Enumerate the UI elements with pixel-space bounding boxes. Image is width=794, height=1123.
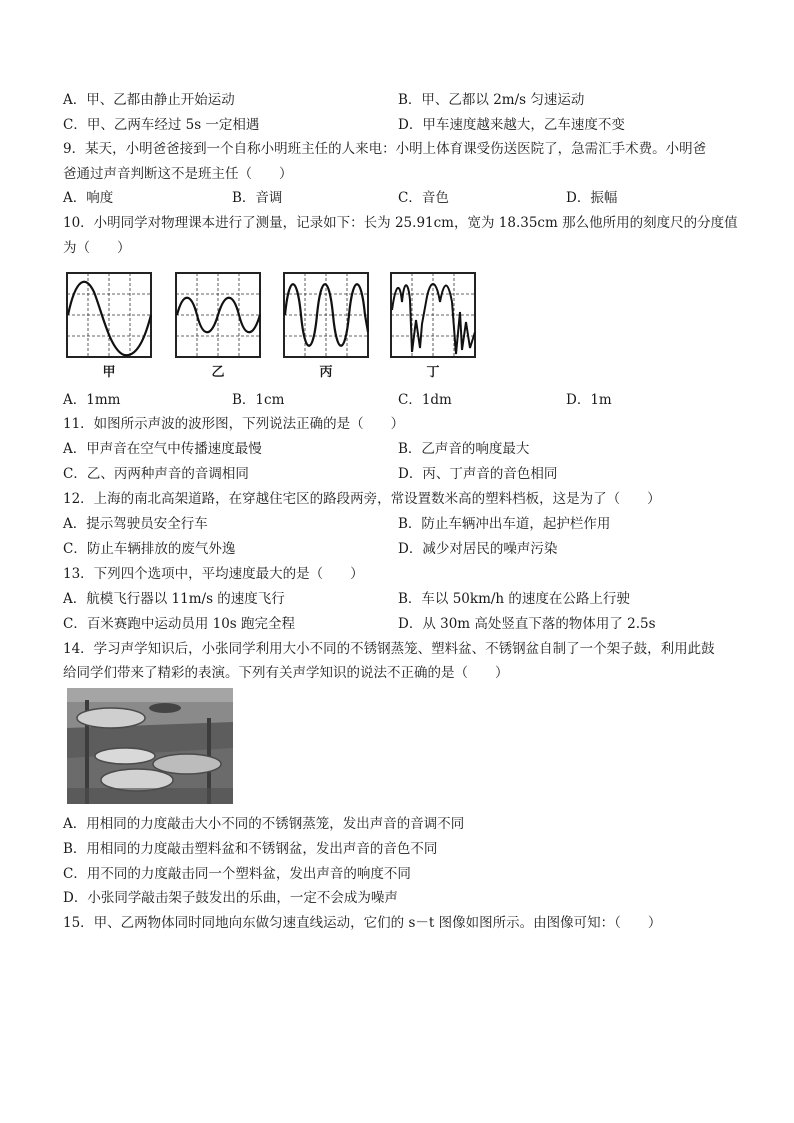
q9-option-a[interactable]: A．响度 [63, 190, 114, 206]
q9-option-d[interactable]: D．振幅 [566, 190, 618, 206]
q13-option-c[interactable]: C．百米赛跑中运动员用 10s 跑完全程 [63, 616, 296, 632]
q14-option-a[interactable]: A．用相同的力度敲击大小不同的不锈钢蒸笼，发出声音的音调不同 [63, 816, 465, 832]
q10-option-b[interactable]: B．1cm [232, 392, 285, 408]
q14-stem-line1: 14．学习声学知识后，小张同学利用大小不同的不锈钢蒸笼、塑料盆、不锈钢盆自制了一个架子鼓，利用此鼓 [63, 641, 715, 657]
q12-option-a[interactable]: A．提示驾驶员安全行车 [63, 516, 208, 532]
q11-option-a[interactable]: A．甲声音在空气中传播速度最慢 [63, 441, 262, 457]
q12-option-b[interactable]: B．防止车辆冲出车道，起护栏作用 [398, 516, 611, 532]
q13-option-b[interactable]: B．车以 50km/h 的速度在公路上行驶 [398, 591, 630, 607]
waveform-figure [66, 272, 476, 380]
waveform-label-ding: 丁 [426, 365, 440, 380]
waveform-yi [175, 272, 261, 358]
q9-option-b[interactable]: B．音调 [232, 190, 283, 206]
q13-stem: 13．下列四个选项中，平均速度最大的是（ ） [63, 566, 364, 582]
q10-option-a[interactable]: A．1mm [63, 392, 121, 408]
q12-option-d[interactable]: D．减少对居民的噪声污染 [398, 541, 558, 557]
q10-option-d[interactable]: D．1m [566, 392, 612, 408]
q12-stem: 12．上海的南北高架道路，在穿越住宅区的路段两旁，常设置数米高的塑料档板，这是为了（ ） [63, 491, 661, 507]
q14-option-d[interactable]: D．小张同学敲击架子鼓发出的乐曲，一定不会成为噪声 [63, 890, 398, 906]
q10-stem-line1: 10．小明同学对物理课本进行了测量，记录如下：长为 25.91cm，宽为 18.35cm 那么他所用的刻度尺的分度值 [63, 215, 738, 231]
q12-option-c[interactable]: C．防止车辆排放的废气外逸 [63, 541, 236, 557]
q8-option-a[interactable]: A．甲、乙都由静止开始运动 [63, 92, 235, 108]
drum-kit-photo [67, 688, 233, 804]
q10-option-c[interactable]: C．1dm [398, 392, 452, 408]
waveform-ding [390, 272, 476, 358]
q15-stem: 15．甲、乙两物体同时同地向东做匀速直线运动，它们的 s－t 图像如图所示。由图像可知：（ ） [63, 915, 662, 931]
q10-stem-line2: 为（ ） [63, 240, 131, 256]
q11-option-d[interactable]: D．丙、丁声音的音色相同 [398, 466, 558, 482]
q14-option-c[interactable]: C．用不同的力度敲击同一个塑料盆，发出声音的响度不同 [63, 866, 411, 882]
q14-option-b[interactable]: B．用相同的力度敲击塑料盆和不锈钢盆，发出声音的音色不同 [63, 841, 438, 857]
q14-stem-line2: 给同学们带来了精彩的表演。下列有关声学知识的说法不正确的是（ ） [63, 665, 509, 681]
q9-stem-line2: 爸通过声音判断这不是班主任（ ） [63, 166, 293, 182]
q8-option-c[interactable]: C．甲、乙两车经过 5s 一定相遇 [63, 117, 260, 133]
q8-option-b[interactable]: B．甲、乙都以 2m/s 匀速运动 [398, 92, 585, 108]
waveform-bing [283, 272, 369, 358]
q11-stem: 11．如图所示声波的波形图，下列说法正确的是（ ） [63, 416, 405, 432]
q13-option-a[interactable]: A．航模飞行器以 11m/s 的速度飞行 [63, 591, 285, 607]
q9-option-c[interactable]: C．音色 [398, 190, 449, 206]
q9-stem-line1: 9．某天，小明爸爸接到一个自称小明班主任的人来电：小明上体育课受伤送医院了，急需汇手术费。小明爸 [63, 141, 707, 157]
q11-option-c[interactable]: C．乙、丙两种声音的音调相同 [63, 466, 249, 482]
q13-option-d[interactable]: D．从 30m 高处竖直下落的物体用了 2.5s [398, 616, 656, 632]
waveform-label-bing: 丙 [319, 365, 333, 380]
waveform-label-yi: 乙 [211, 365, 225, 380]
waveform-jia [66, 272, 152, 358]
q11-option-b[interactable]: B．乙声音的响度最大 [398, 441, 530, 457]
waveform-label-jia: 甲 [102, 365, 116, 380]
q8-option-d[interactable]: D．甲车速度越来越大，乙车速度不变 [398, 117, 625, 133]
